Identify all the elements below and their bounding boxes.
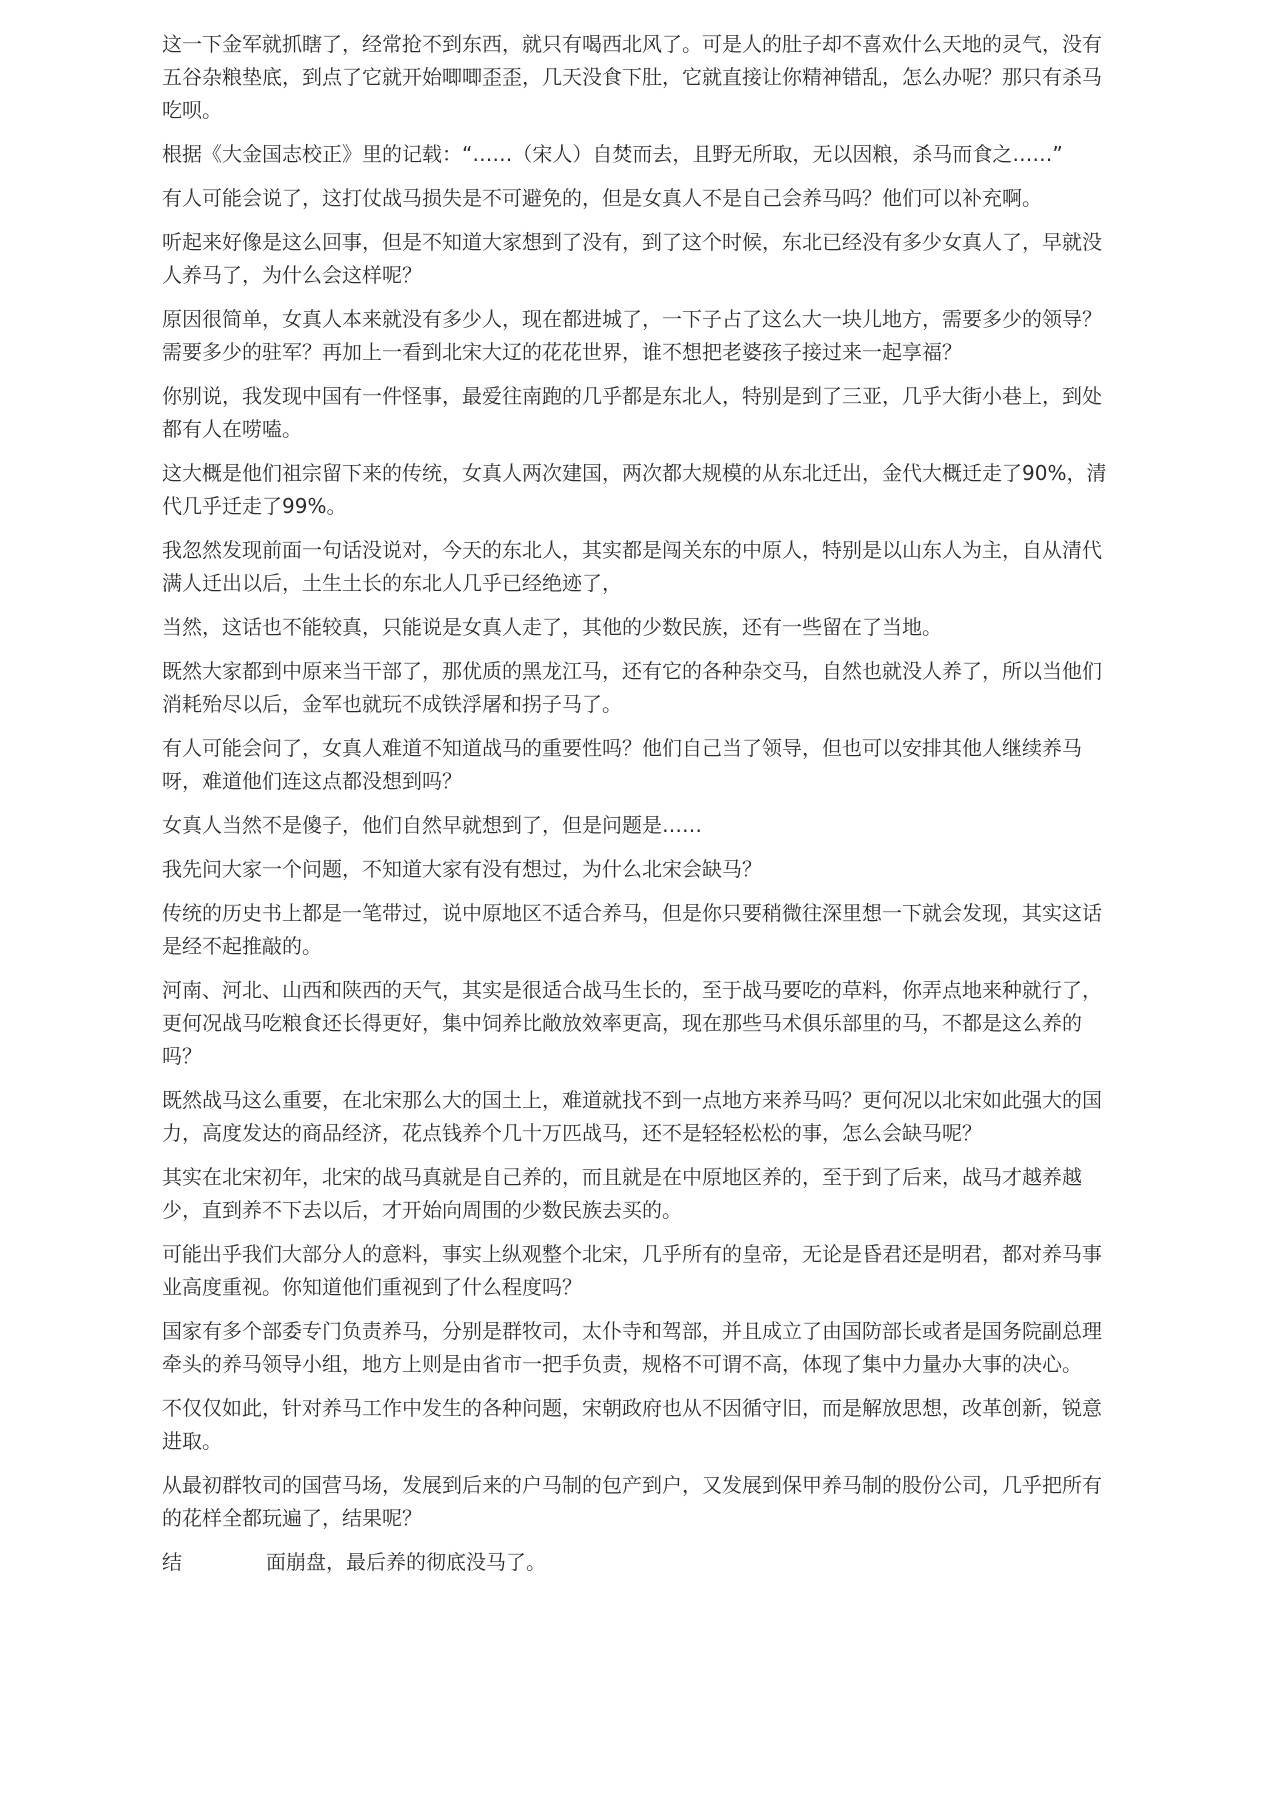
paragraph: 根据《大金国志校正》里的记载：“……（宋人）自焚而去，且野无所取，无以因粮，杀马而食之……” bbox=[162, 142, 1063, 166]
final-paragraph-start: 结 bbox=[162, 1550, 182, 1574]
final-paragraph bbox=[162, 1546, 1110, 1579]
paragraph: 这一下金军就抓瞎了，经常抢不到东西，就只有喝西北风了。可是人的肚子却不喜欢什么天地的灵气，没有五谷杂粮垫底，到点了它就开始唧唧歪歪，几天没食下肚，它就直接让你精神错乱，怎么办呢？那只有杀马吃呗。 bbox=[162, 32, 1102, 122]
paragraph: 不仅仅如此，针对养马工作中发生的各种问题，宋朝政府也从不因循守旧，而是解放思想，改革创新，锐意进取。 bbox=[162, 1396, 1102, 1453]
paragraph: 原因很简单，女真人本来就没有多少人，现在都进城了，一下子占了这么大一块儿地方，需要多少的领导？需要多少的驻军？再加上一看到北宋大辽的花花世界，谁不想把老婆孩子接过来一起享福？ bbox=[162, 307, 1102, 364]
paragraph: 河南、河北、山西和陕西的天气，其实是很适合战马生长的，至于战马要吃的草料，你弄点地来种就行了，更何况战马吃粮食还长得更好，集中饲养比敞放效率更高，现在那些马术俱乐部里的马，不都是这么养的吗？ bbox=[162, 978, 1102, 1068]
paragraph: 传统的历史书上都是一笔带过，说中原地区不适合养马，但是你只要稍微往深里想一下就会发现，其实这话是经不起推敲的。 bbox=[162, 901, 1102, 958]
paragraph: 有人可能会问了，女真人难道不知道战马的重要性吗？他们自己当了领导，但也可以安排其他人继续养马呀，难道他们连这点都没想到吗？ bbox=[162, 736, 1082, 793]
paragraph: 既然大家都到中原来当干部了，那优质的黑龙江马，还有它的各种杂交马，自然也就没人养了，所以当他们消耗殆尽以后，金军也就玩不成铁浮屠和拐子马了。 bbox=[162, 659, 1102, 716]
paragraph: 国家有多个部委专门负责养马，分别是群牧司，太仆寺和驾部，并且成立了由国防部长或者是国务院副总理牵头的养马领导小组，地方上则是由省市一把手负责，规格不可谓不高，体现了集中力量办大事的决心。 bbox=[162, 1319, 1102, 1376]
paragraph: 你别说，我发现中国有一件怪事，最爱往南跑的几乎都是东北人，特别是到了三亚，几乎大街小巷上，到处都有人在唠嗑。 bbox=[162, 384, 1102, 441]
paragraph: 其实在北宋初年，北宋的战马真就是自己养的，而且就是在中原地区养的，至于到了后来，战马才越养越少，直到养不下去以后，才开始向周围的少数民族去买的。 bbox=[162, 1165, 1082, 1222]
paragraph: 当然，这话也不能较真，只能说是女真人走了，其他的少数民族，还有一些留在了当地。 bbox=[162, 615, 942, 639]
final-paragraph-rest: 面崩盘，最后养的彻底没马了。 bbox=[266, 1550, 546, 1574]
article-body bbox=[162, 28, 1110, 1590]
paragraph: 听起来好像是这么回事，但是不知道大家想到了没有，到了这个时候，东北已经没有多少女真人了，早就没人养马了，为什么会这样呢？ bbox=[162, 230, 1102, 287]
paragraph: 这大概是他们祖宗留下来的传统，女真人两次建国，两次都大规模的从东北迁出，金代大概迁走了90%，清代几乎迁走了99%。 bbox=[162, 461, 1107, 518]
paragraph: 我先问大家一个问题，不知道大家有没有想过，为什么北宋会缺马？ bbox=[162, 857, 762, 881]
paragraph: 女真人当然不是傻子，他们自然早就想到了，但是问题是…… bbox=[162, 813, 702, 837]
paragraph: 我忽然发现前面一句话没说对，今天的东北人，其实都是闯关东的中原人，特别是以山东人为主，自从清代满人迁出以后，土生土长的东北人几乎已经绝迹了， bbox=[162, 538, 1102, 595]
paragraph: 可能出乎我们大部分人的意料，事实上纵观整个北宋，几乎所有的皇帝，无论是昏君还是明君，都对养马事业高度重视。你知道他们重视到了什么程度吗？ bbox=[162, 1242, 1102, 1299]
paragraph: 有人可能会说了，这打仗战马损失是不可避免的，但是女真人不是自己会养马吗？他们可以补充啊。 bbox=[162, 186, 1042, 210]
paragraph: 既然战马这么重要，在北宋那么大的国土上，难道就找不到一点地方来养马吗？更何况以北宋如此强大的国力，高度发达的商品经济，花点钱养个几十万匹战马，还不是轻轻松松的事，怎么会缺马呢？ bbox=[162, 1088, 1102, 1145]
paragraph: 从最初群牧司的国营马场，发展到后来的户马制的包产到户，又发展到保甲养马制的股份公司，几乎把所有的花样全都玩遍了，结果呢？ bbox=[162, 1473, 1102, 1530]
